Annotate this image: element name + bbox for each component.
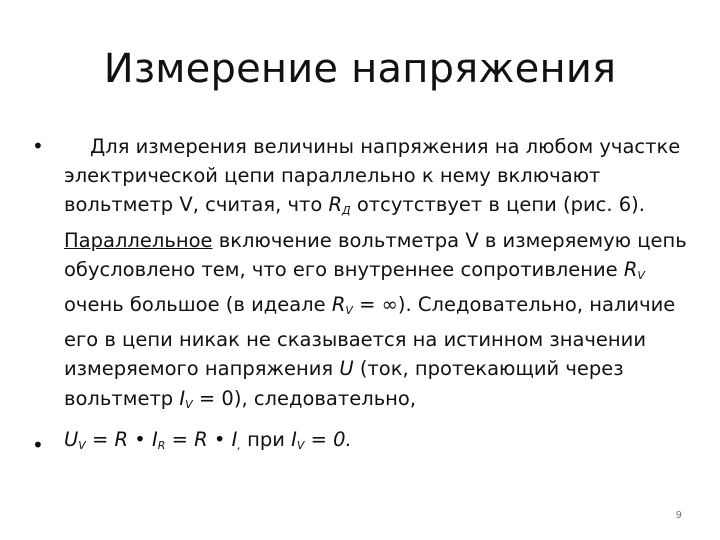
formula-text: = 0. [304,427,352,451]
page-number: 9 [675,510,682,521]
text: (ток, протекающий через вольтметр [64,357,624,410]
text: очень большое (в идеале [64,293,332,317]
subscript: , [237,438,241,452]
formula-symbol: R [623,257,638,281]
formula-text: = R • [85,427,152,451]
formula-symbol: R [328,193,343,217]
bullet-marker: • [32,134,44,158]
underlined-word: Параллельное [64,228,213,252]
paragraph-1 [64,132,692,419]
formula-symbol: I [291,427,297,451]
text: = ∞). Следовательно, наличие его в цепи никак не сказывается на истинном значении измеряемого напряжения [64,293,676,381]
formula-symbol: R [331,293,346,317]
subscript: V [296,438,305,452]
formula-text: = R • [165,427,232,451]
text: отсутствует в цепи (рис. 6). [350,193,645,217]
formula-text: при [240,427,292,451]
slide-body [32,132,692,460]
bullet-marker: • [32,432,44,457]
formula-symbol: I [179,386,186,410]
subscript: V [185,397,193,411]
text: = 0), следовательно, [192,386,417,410]
text: Для измерения величины напряжения на любом участке электрической цепи параллельно к нему включают вольтметр V, считая, что [64,135,681,217]
subscript: Д [342,204,351,218]
formula-symbol: I [231,427,238,451]
slide-title: Измерение напряжения [103,46,617,92]
formula-symbol: I [152,427,158,451]
bullet-item-1 [32,132,692,419]
subscript: V [345,304,353,318]
formula-line [64,425,692,460]
bullet-item-2 [32,425,692,460]
formula-symbol: U [64,427,79,451]
formula-symbol: U [339,357,354,381]
subscript: R [157,438,166,452]
text: включение вольтметра V в измеряемую цепь обусловлено тем, что его внутреннее сопротивление [64,228,687,281]
subscript: V [637,268,645,282]
subscript: V [78,438,86,452]
